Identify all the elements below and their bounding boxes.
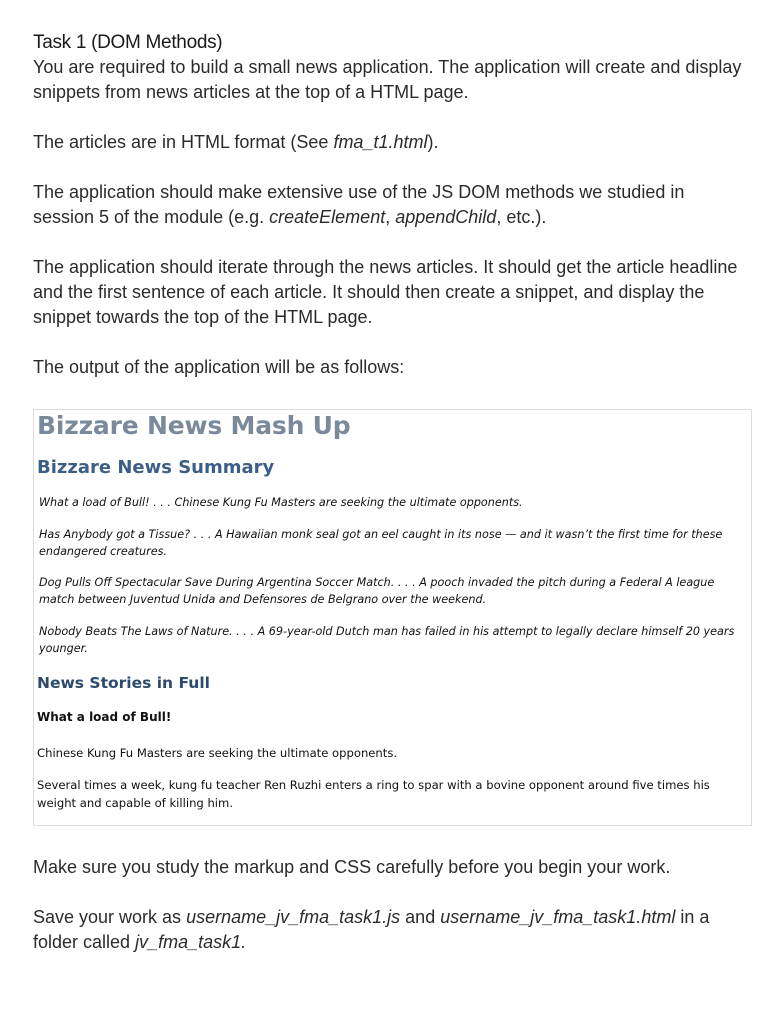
intro-paragraph: You are required to build a small news application. The application will create and display snippets from news articles at the top of a HTML page.	[33, 57, 742, 102]
iterate-paragraph: The application should iterate through the news articles. It should get the article headline and the first sentence of each article. It should then create a snippet, and display the snippet towards the top of the HTML page.	[33, 257, 738, 327]
snippet-item: What a load of Bull! . . . Chinese Kung Fu Masters are seeking the ultimate opponents.	[39, 496, 523, 509]
articles-filename: fma_t1.html	[333, 132, 428, 152]
task-document	[33, 30, 745, 380]
save-paragraph: Save your work as username_jv_fma_task1.js and username_jv_fma_task1.html in a folder called jv_fma_task1.	[33, 907, 710, 952]
save-html-filename: username_jv_fma_task1.html	[440, 907, 676, 927]
method-create-element: createElement	[269, 207, 386, 227]
article-first-sentence: Chinese Kung Fu Masters are seeking the ultimate opponents.	[37, 746, 398, 760]
snippet-item: Nobody Beats The Laws of Nature. . . . A 69-year-old Dutch man has failed in his attempt to legally declare himself 20 years younger.	[39, 625, 735, 655]
article-body-paragraph: Several times a week, kung fu teacher Ren Ruzhi enters a ring to spar with a bovine opponent around five times his weight and capable of killing him.	[37, 778, 710, 810]
summary-heading: Bizzare News Summary	[37, 457, 275, 478]
save-js-filename: username_jv_fma_task1.js	[186, 907, 401, 927]
example-page-title: Bizzare News Mash Up	[37, 411, 351, 440]
snippet-item: Has Anybody got a Tissue? . . . A Hawaiian monk seal got an eel caught in its nose — and it wasn’t the first time for these endangered creatures.	[39, 528, 723, 558]
output-intro-paragraph: The output of the application will be as follows:	[33, 357, 405, 377]
full-stories-heading: News Stories in Full	[37, 674, 210, 692]
task-instructions-footer	[33, 855, 745, 955]
example-output-screenshot	[33, 409, 752, 826]
method-append-child: appendChild	[395, 207, 497, 227]
dom-methods-paragraph: The application should make extensive use of the JS DOM methods we studied in session 5 of the module (e.g. createElement, appendChild, etc.).	[33, 182, 685, 227]
study-paragraph: Make sure you study the markup and CSS carefully before you begin your work.	[33, 857, 671, 877]
articles-paragraph: The articles are in HTML format (See fma_t1.html).	[33, 132, 439, 152]
article-headline: What a load of Bull!	[37, 710, 172, 724]
snippet-item: Dog Pulls Off Spectacular Save During Argentina Soccer Match. . . . A pooch invaded the pitch during a Federal A league match between Juventud Unida and Defensores de Belgrano over the weekend.	[39, 576, 715, 606]
task-title: Task 1 (DOM Methods)	[33, 32, 223, 53]
save-folder-name: jv_fma_task1.	[135, 932, 247, 952]
